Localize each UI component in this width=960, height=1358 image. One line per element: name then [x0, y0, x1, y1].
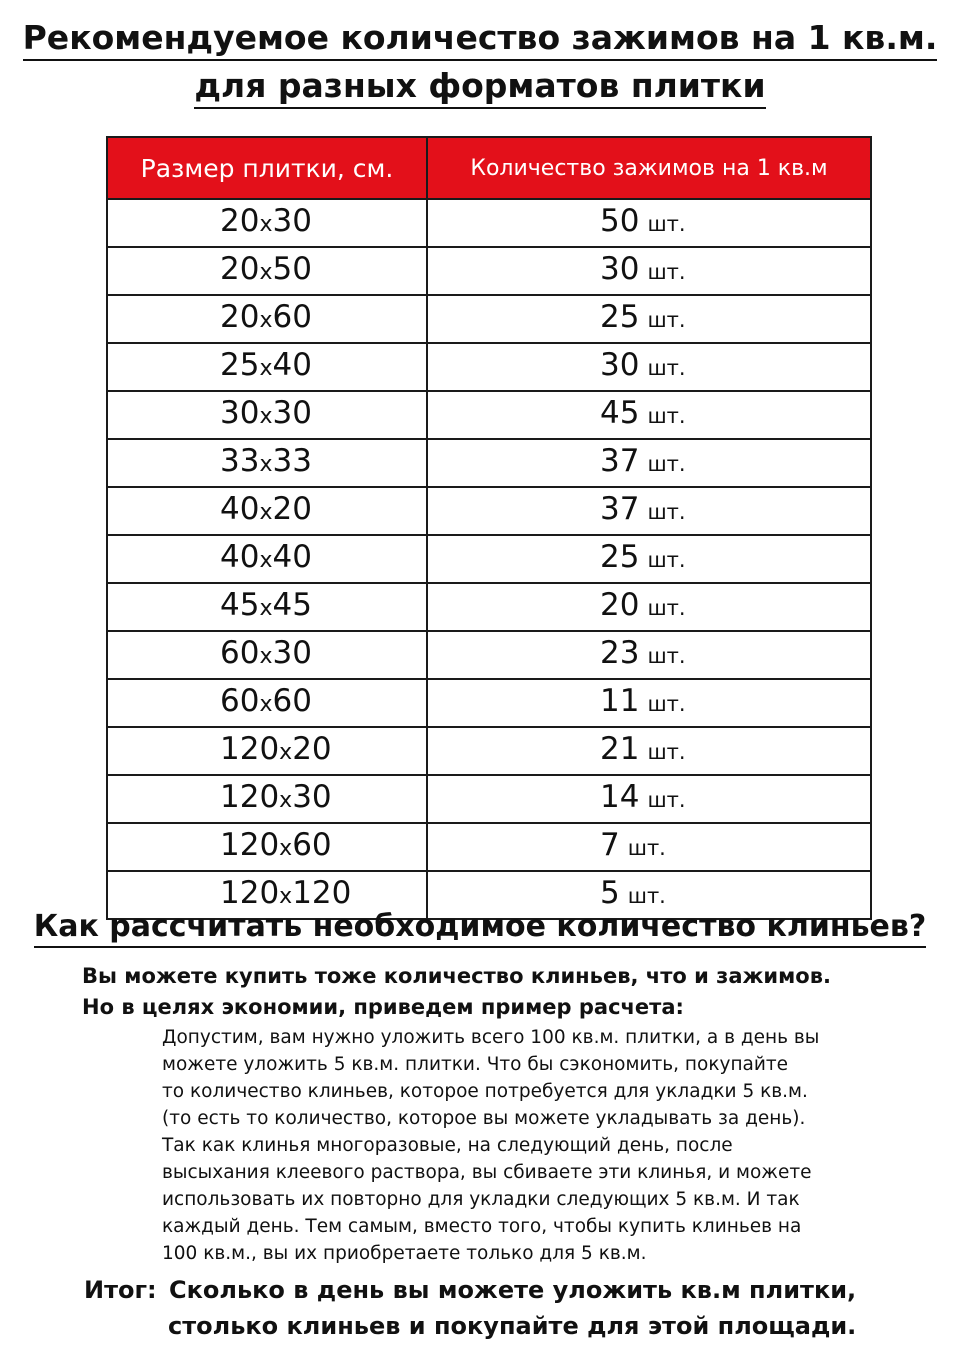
page-subtitle	[0, 64, 960, 108]
clamp-count: 25	[600, 539, 640, 575]
unit-label: шт.	[627, 884, 666, 908]
table-row	[107, 343, 871, 391]
clamp-count-cell	[427, 775, 871, 823]
tile-height: 30	[272, 635, 312, 671]
clamp-count-cell	[427, 583, 871, 631]
size-separator: x	[259, 404, 273, 429]
size-separator: x	[259, 308, 273, 333]
clamp-count-cell	[427, 199, 871, 247]
tile-size-cell	[107, 199, 427, 247]
tile-size-cell	[107, 679, 427, 727]
title-line-2: для разных форматов плитки	[194, 66, 765, 109]
size-separator: x	[259, 548, 273, 573]
size-separator: x	[259, 356, 273, 381]
paragraph-line: Так как клинья многоразовые, на следующий день, после	[162, 1135, 733, 1156]
tile-size-cell	[107, 775, 427, 823]
tile-size-cell	[107, 247, 427, 295]
clamp-count: 25	[600, 299, 640, 335]
tile-height: 60	[272, 683, 312, 719]
clamp-count-cell	[427, 295, 871, 343]
paragraph-line: можете уложить 5 кв.м. плитки. Что бы сэкономить, покупайте	[162, 1054, 789, 1075]
clamp-count: 50	[600, 203, 640, 239]
paragraph-line: (то есть то количество, которое вы можете укладывать за день).	[162, 1108, 806, 1129]
clamp-count-cell	[427, 535, 871, 583]
tile-size-cell	[107, 487, 427, 535]
paragraph-line: 100 кв.м., вы их приобретаете только для 5 кв.м.	[162, 1243, 647, 1264]
unit-label: шт.	[647, 548, 686, 572]
table-body	[107, 199, 871, 919]
unit-label: шт.	[647, 404, 686, 428]
tile-size-cell	[107, 439, 427, 487]
tile-height: 20	[272, 491, 312, 527]
size-separator: x	[259, 644, 273, 669]
paragraph-line: использовать их повторно для укладки следующих 5 кв.м. И так	[162, 1189, 800, 1210]
tile-size-cell	[107, 343, 427, 391]
tile-size-cell	[107, 535, 427, 583]
tile-height: 30	[272, 395, 312, 431]
unit-label: шт.	[647, 740, 686, 764]
clamp-count: 45	[600, 395, 640, 431]
unit-label: шт.	[647, 596, 686, 620]
tile-height: 40	[272, 347, 312, 383]
page-title	[0, 16, 960, 60]
clamp-count: 37	[600, 491, 640, 527]
size-separator: x	[279, 740, 293, 765]
calc-intro-line-2: Но в целях экономии, приведем пример расчета:	[82, 995, 684, 1019]
tile-size-cell	[107, 295, 427, 343]
tile-size-cell	[107, 631, 427, 679]
table-row	[107, 247, 871, 295]
clamp-count-cell	[427, 343, 871, 391]
clamp-count: 37	[600, 443, 640, 479]
table-row	[107, 199, 871, 247]
tile-width: 33	[220, 443, 260, 479]
unit-label: шт.	[647, 788, 686, 812]
clamp-count: 5	[600, 875, 620, 911]
unit-label: шт.	[647, 500, 686, 524]
calc-paragraph	[162, 1024, 892, 1267]
tile-width: 120	[220, 827, 280, 863]
summary-line-2: столько клиньев и покупайте для этой площади.	[168, 1312, 857, 1340]
table-row	[107, 295, 871, 343]
table-row	[107, 439, 871, 487]
table-row	[107, 583, 871, 631]
tile-height: 120	[292, 875, 352, 911]
unit-label: шт.	[647, 308, 686, 332]
header-clamp-count: Количество зажимов на 1 кв.м	[427, 137, 871, 199]
tile-width: 120	[220, 875, 280, 911]
summary-line-1	[84, 1272, 856, 1308]
clamp-count: 20	[600, 587, 640, 623]
clamp-count: 11	[600, 683, 640, 719]
size-separator: x	[259, 452, 273, 477]
table-row	[107, 391, 871, 439]
tile-width: 20	[220, 299, 260, 335]
unit-label: шт.	[647, 212, 686, 236]
size-separator: x	[279, 884, 293, 909]
clamp-count: 23	[600, 635, 640, 671]
paragraph-line: высыхания клеевого раствора, вы сбиваете эти клинья, и можете	[162, 1162, 812, 1183]
table-row	[107, 727, 871, 775]
tile-height: 40	[272, 539, 312, 575]
tile-size-cell	[107, 823, 427, 871]
clamp-count: 30	[600, 347, 640, 383]
tile-width: 60	[220, 635, 260, 671]
tile-width: 40	[220, 539, 260, 575]
tile-width: 30	[220, 395, 260, 431]
tile-width: 45	[220, 587, 260, 623]
clamp-count-cell	[427, 727, 871, 775]
tile-height: 60	[272, 299, 312, 335]
table-row	[107, 775, 871, 823]
table-row	[107, 487, 871, 535]
unit-label: шт.	[647, 260, 686, 284]
tile-size-cell	[107, 727, 427, 775]
calc-heading-text: Как рассчитать необходимое количество клиньев?	[34, 909, 927, 948]
tile-height: 33	[272, 443, 312, 479]
size-separator: x	[259, 596, 273, 621]
tile-width: 40	[220, 491, 260, 527]
header-tile-size: Размер плитки, см.	[107, 137, 427, 199]
paragraph-line: Допустим, вам нужно уложить всего 100 кв.м. плитки, а в день вы	[162, 1027, 820, 1048]
unit-label: шт.	[647, 452, 686, 476]
tile-width: 20	[220, 203, 260, 239]
size-separator: x	[259, 500, 273, 525]
tile-width: 20	[220, 251, 260, 287]
tile-height: 45	[272, 587, 312, 623]
title-line-1: Рекомендуемое количество зажимов на 1 кв.м.	[23, 18, 938, 61]
tile-height: 30	[292, 779, 332, 815]
size-separator: x	[279, 788, 293, 813]
clamp-count: 7	[600, 827, 620, 863]
tile-height: 50	[272, 251, 312, 287]
size-separator: x	[259, 212, 273, 237]
summary-text-1: Сколько в день вы можете уложить кв.м плитки,	[168, 1276, 857, 1304]
tile-height: 20	[292, 731, 332, 767]
unit-label: шт.	[647, 644, 686, 668]
unit-label: шт.	[647, 356, 686, 380]
summary-label: Итог:	[84, 1276, 157, 1304]
size-separator: x	[279, 836, 293, 861]
tile-width: 25	[220, 347, 260, 383]
clamp-count: 14	[600, 779, 640, 815]
table-row	[107, 535, 871, 583]
tile-size-cell	[107, 391, 427, 439]
table-row	[107, 631, 871, 679]
size-separator: x	[259, 260, 273, 285]
clamp-count: 21	[600, 731, 640, 767]
tile-width: 120	[220, 779, 280, 815]
table-header-row	[107, 137, 871, 199]
clamp-count-cell	[427, 631, 871, 679]
clamp-count-cell	[427, 679, 871, 727]
unit-label: шт.	[647, 692, 686, 716]
clamps-table	[106, 136, 872, 920]
clamp-count-cell	[427, 391, 871, 439]
clamp-count-cell	[427, 487, 871, 535]
clamp-count-cell	[427, 439, 871, 487]
tile-height: 30	[272, 203, 312, 239]
tile-height: 60	[292, 827, 332, 863]
table-row	[107, 823, 871, 871]
calc-intro-line-1: Вы можете купить тоже количество клиньев, что и зажимов.	[82, 964, 831, 988]
clamp-count-cell	[427, 823, 871, 871]
tile-width: 60	[220, 683, 260, 719]
paragraph-line: то количество клиньев, которое потребуется для укладки 5 кв.м.	[162, 1081, 808, 1102]
tile-width: 120	[220, 731, 280, 767]
unit-label: шт.	[627, 836, 666, 860]
clamp-count: 30	[600, 251, 640, 287]
tile-size-cell	[107, 583, 427, 631]
table-row	[107, 679, 871, 727]
calc-heading	[0, 906, 960, 948]
size-separator: x	[259, 692, 273, 717]
clamp-count-cell	[427, 247, 871, 295]
paragraph-line: каждый день. Тем самым, вместо того, чтобы купить клиньев на	[162, 1216, 802, 1237]
